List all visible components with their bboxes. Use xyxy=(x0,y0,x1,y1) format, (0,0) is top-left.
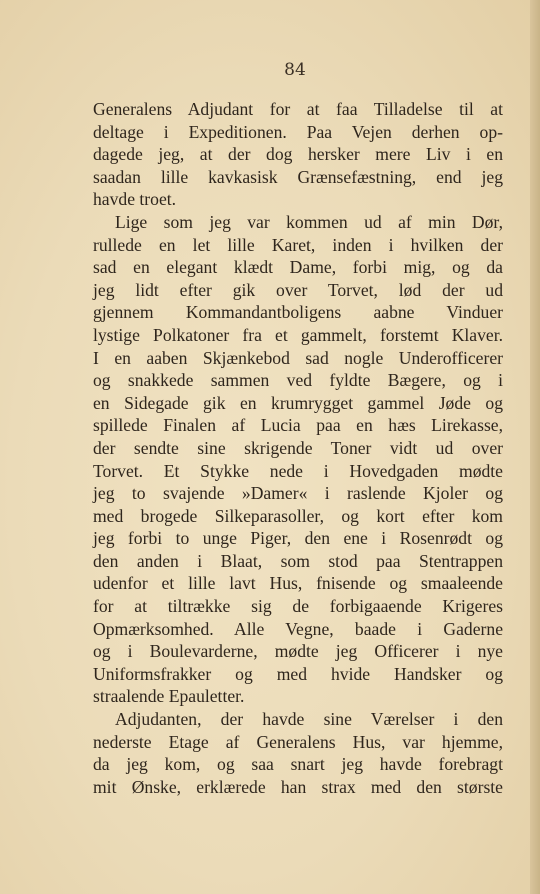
text-line: den anden i Blaat, som stod paa Stentrappen xyxy=(93,550,503,571)
text-line: Lige som jeg var kommen ud af min Dør, xyxy=(115,211,503,232)
text-line: I en aaben Skjænkebod sad nogle Underofficerer xyxy=(93,347,503,368)
text-line: mit Ønske, erklærede han strax med den største xyxy=(93,776,503,797)
body-text xyxy=(93,98,503,798)
text-line: Generalens Adjudant for at faa Tilladelse til at xyxy=(93,99,503,119)
page-edge xyxy=(530,0,540,894)
page-number: 84 xyxy=(284,60,306,80)
text-line: med brogede Silkeparasoller, og kort efter kom xyxy=(93,505,503,526)
text-line: nederste Etage af Generalens Hus, var hjemme, xyxy=(93,731,503,752)
text-line: en Sidegade gik en krumrygget gammel Jøde og xyxy=(93,392,503,413)
text-line: der sendte sine skrigende Toner vidt ud over xyxy=(93,437,503,458)
text-line: sad en elegant klædt Dame, forbi mig, og da xyxy=(93,257,503,278)
text-line: straalende Epauletter. xyxy=(93,686,245,707)
text-line: jeg lidt efter gik over Torvet, lød der ud xyxy=(93,279,503,300)
text-line: deltage i Expeditionen. Paa Vejen derhen op- xyxy=(93,121,503,142)
text-line: gjennem Kommandantboligens aabne Vinduer xyxy=(93,302,503,323)
text-line: dagede jeg, at der dog hersker mere Liv i en xyxy=(93,144,503,165)
text-line: jeg to svajende »Damer« i raslende Kjoler og xyxy=(93,483,503,504)
text-line: og i Boulevarderne, mødte jeg Officerer i nye xyxy=(93,641,503,662)
text-line: jeg forbi to unge Piger, den ene i Rosenrødt og xyxy=(93,528,503,549)
text-line: da jeg kom, og saa snart jeg havde forebragt xyxy=(93,754,503,775)
text-line: saadan lille kavkasisk Grænsefæstning, end jeg xyxy=(93,166,503,187)
text-line: Uniformsfrakker og med hvide Handsker og xyxy=(93,663,503,684)
text-line: lystige Polkatoner fra et gammelt, forstemt Klaver. xyxy=(93,324,503,345)
text-line: udenfor et lille lavt Hus, fnisende og smaaleende xyxy=(93,573,503,594)
text-line: Torvet. Et Stykke nede i Hovedgaden mødte xyxy=(93,460,503,481)
text-line: rullede en let lille Karet, inden i hvilken der xyxy=(93,234,503,255)
text-line: og snakkede sammen ved fyldte Bægere, og i xyxy=(93,370,503,391)
text-line: Adjudanten, der havde sine Værelser i den xyxy=(115,709,503,730)
text-line: for at tiltrække sig de forbigaaende Krigeres xyxy=(93,596,503,617)
text-line: Opmærksomhed. Alle Vegne, baade i Gaderne xyxy=(93,618,503,639)
text-line: spillede Finalen af Lucia paa en hæs Lirekasse, xyxy=(93,415,503,436)
text-line: havde troet. xyxy=(93,189,177,210)
